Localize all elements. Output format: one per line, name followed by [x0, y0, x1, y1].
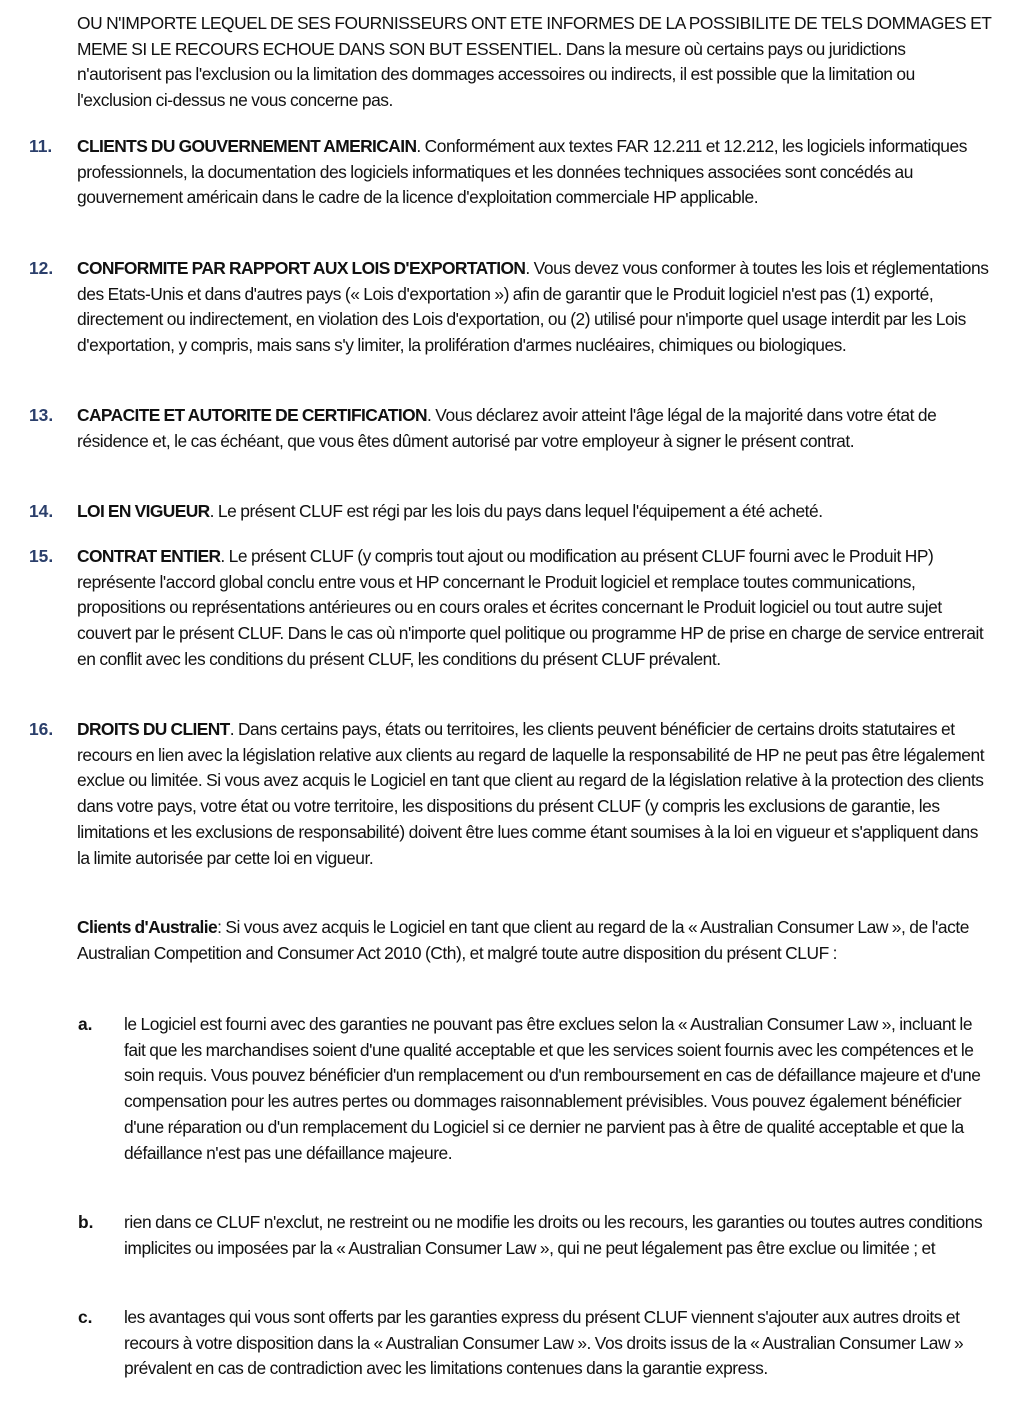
item-text: les avantages qui vous sont offerts par les garanties express du présent CLUF viennent s'ajouter aux autres droits et recours à votre disposition dans la « Australian Consumer Law ». Vos droits issus de la « Australian Consumer Law » prévalent en cas de contradiction avec les limitations contenues dans la garantie express. [124, 1307, 964, 1379]
section-body [77, 403, 992, 454]
section-number: 13. [29, 405, 54, 425]
australia-title: Clients d'Australie [77, 917, 218, 937]
section-title: CONTRAT ENTIER [77, 546, 221, 566]
section-number: 11. [29, 136, 53, 156]
section-title: CAPACITE ET AUTORITE DE CERTIFICATION [77, 405, 428, 425]
item-text: le Logiciel est fourni avec des garanties ne pouvant pas être exclues selon la « Australian Consumer Law », incluant le fait que les marchandises soient d'une qualité acceptable et que les services soient fournis avec les compétences et le soin requis. Vous pouvez bénéficier d'un remplacement ou d'un remboursement en cas de défaillance majeure et d'une compensation pour les autres pertes ou dommages raisonnablement prévisibles. Vous pouvez également bénéficier d'une réparation ou d'un remplacement du Logiciel si ce dernier ne parvient pas à être de qualité acceptable et que la défaillance n'est pas une défaillance majeure. [124, 1014, 981, 1163]
section-number: 16. [29, 719, 54, 739]
section-number: 15. [29, 546, 54, 566]
section-title: CLIENTS DU GOUVERNEMENT AMERICAIN [77, 136, 417, 156]
section-number: 14. [29, 501, 54, 521]
item-letter: a. [78, 1014, 93, 1034]
australia-text: : Si vous avez acquis le Logiciel en tant que client au regard de la « Australian Consumer Law », de l'acte Australian Competition and Consumer Act 2010 (Cth), et malgré toute autre disposition du présent CLUF : [77, 917, 969, 963]
section-title: LOI EN VIGUEUR [77, 501, 210, 521]
section-text: . Le présent CLUF est régi par les lois du pays dans lequel l'équipement a été acheté. [209, 501, 823, 521]
section-text: . Conformément aux textes FAR 12.211 et 12.212, les logiciels informatiques professionnels, la documentation des logiciels informatiques et les données techniques associées sont concédés au gouvernement américain dans le cadre de la licence d'exploitation commerciale HP applicable. [77, 136, 967, 208]
section-number: 12. [29, 258, 54, 278]
section-text: . Dans certains pays, états ou territoires, les clients peuvent bénéficier de certains droits statutaires et recours en lien avec la législation relative aux clients au regard de laquelle la responsabilité de HP ne peut pas être légalement exclue ou limitée. Si vous avez acquis le Logiciel en tant que client au regard de la législation relative à la protection des clients dans votre pays, votre état ou votre territoire, les dispositions du présent CLUF (y compris les exclusions de garantie, les limitations et les exclusions de responsabilité) doivent être lues comme étant soumises à la loi en vigueur et s'appliquent dans la limite autorisée par cette loi en vigueur. [77, 719, 985, 868]
item-text: rien dans ce CLUF n'exclut, ne restreint ou ne modifie les droits ou les recours, les garanties ou toutes autres conditions implicites ou imposées par la « Australian Consumer Law », qui ne peut légalement pas être exclue ou limitée ; et [124, 1212, 983, 1258]
section-text: . Vous déclarez avoir atteint l'âge légal de la majorité dans votre état de résidence et, le cas échéant, que vous êtes dûment autorisé par votre employeur à signer le présent contrat. [77, 405, 937, 451]
section-text: . Le présent CLUF (y compris tout ajout ou modification au présent CLUF fourni avec le Produit HP) représente l'accord global conclu entre vous et HP concernant le Produit logiciel et remplace toutes communications, propositions ou représentations antérieures ou en cours orales et écrites concernant le Produit logiciel ou tout autre sujet couvert par le présent CLUF. Dans le cas où n'importe quel politique ou programme HP de prise en charge de service entrerait en conflit avec les conditions du présent CLUF, les conditions du présent CLUF prévalent. [77, 546, 984, 669]
item-letter: b. [78, 1212, 94, 1232]
section-body [77, 134, 992, 211]
section-body [77, 544, 992, 673]
section-title: DROITS DU CLIENT [77, 719, 230, 739]
section-body [77, 499, 992, 525]
section-text: . Vous devez vous conformer à toutes les lois et réglementations des Etats-Unis et dans d'autres pays (« Lois d'exportation ») afin de garantir que le Produit logiciel n'est pas (1) exporté, directement ou indirectement, en violation des Lois d'exportation, ou (2) utilisé pour n'importe quel usage interdit par les Lois d'exportation, y compris, mais sans s'y limiter, la prolifération d'armes nucléaires, chimiques ou biologiques. [77, 258, 989, 356]
section-title: CONFORMITE PAR RAPPORT AUX LOIS D'EXPORTATION [77, 258, 526, 278]
intro-paragraph: OU N'IMPORTE LEQUEL DE SES FOURNISSEURS ONT ETE INFORMES DE LA POSSIBILITE DE TELS DOMMAGES ET MEME SI LE RECOURS ECHOUE DANS SON BUT ESSENTIEL. Dans la mesure où certains pays ou juridictions n'autorisent pas l'exclusion ou la limitation des dommages accessoires ou indirects, il est possible que la limitation ou l'exclusion ci-dessus ne vous concerne pas. [77, 13, 992, 111]
section-body [77, 256, 992, 359]
item-letter: c. [78, 1307, 93, 1327]
section-body [77, 717, 992, 871]
australia-paragraph [77, 915, 992, 966]
